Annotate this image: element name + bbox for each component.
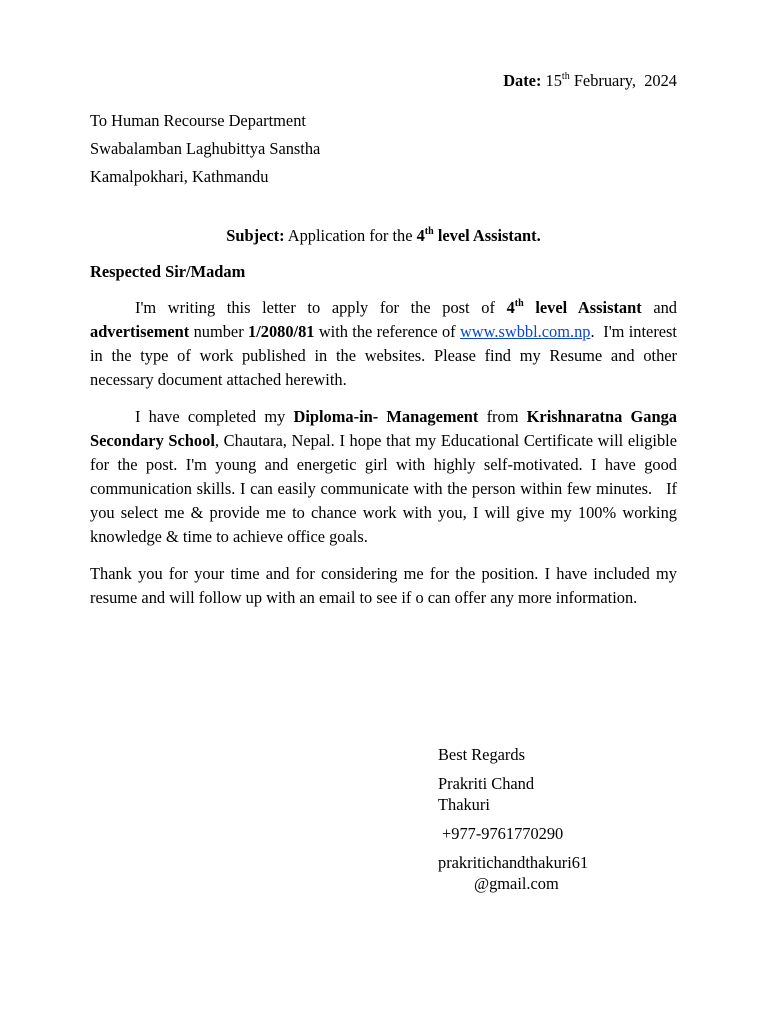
- website-link[interactable]: www.swbbl.com.np: [459, 322, 591, 341]
- paragraph-1: [90, 296, 682, 392]
- signature-name-line-2: Thakuri: [438, 795, 490, 814]
- p1-text-1: I'm writing this letter to apply for the post of: [135, 298, 495, 317]
- signature-name-line-1: Prakriti Chand: [438, 774, 535, 793]
- subject-text: Application for the: [287, 226, 413, 245]
- recipient-address: [90, 107, 320, 191]
- subject-line: [90, 226, 677, 246]
- letter-date: [400, 71, 677, 91]
- p1-bold-advertisement: advertisement: [90, 322, 190, 341]
- p2-bold-diploma: Diploma-in- Management: [293, 407, 479, 426]
- signature-name: [438, 773, 638, 815]
- salutation: Respected Sir/Madam: [90, 262, 246, 281]
- signature-phone: +977-9761770290: [442, 824, 564, 843]
- signature-email-line-1: prakritichandthakuri61: [438, 853, 589, 872]
- date-day: 15: [545, 71, 562, 90]
- subject-label: Subject:: [226, 226, 285, 245]
- paragraph-2: [90, 405, 682, 549]
- recipient-line-2: Swabalamban Laghubittya Sanstha: [90, 139, 321, 158]
- recipient-line-1: To Human Recourse Department: [90, 111, 306, 130]
- date-suffix: th: [561, 70, 570, 82]
- signature-email: [438, 852, 638, 894]
- p1-bold-num: 4: [506, 298, 515, 317]
- p1-text-4: with the reference of: [318, 322, 456, 341]
- date-rest: February, 2024: [573, 71, 677, 90]
- p1-bold-number: 1/2080/81: [248, 322, 315, 341]
- p1-text-3: number: [193, 322, 244, 341]
- p2-text-2: from: [486, 407, 519, 426]
- recipient-line-3: Kamalpokhari, Kathmandu: [90, 167, 269, 186]
- p1-text-5: . I'm interest in the type of work published in the websites. Please find my Resume and other necessary document attached herewith.: [90, 322, 682, 389]
- paragraph-3: Thank you for your time and for considering me for the position. I have included my resume and will follow up with an email to see if o can offer any more information.: [90, 564, 677, 607]
- p2-bold-school: Krishnaratna Ganga Secondary School: [90, 407, 677, 450]
- subject-suffix: th: [424, 225, 434, 237]
- subject-num: 4: [416, 226, 425, 245]
- p2-text-1: I have completed my: [135, 407, 286, 426]
- closing: Best Regards: [438, 745, 525, 764]
- p1-bold-rest: level Assistant: [535, 298, 642, 317]
- p1-bold-sup: th: [514, 297, 524, 309]
- signature-email-line-2: @gmail.com: [474, 874, 559, 893]
- p1-text-2: and: [653, 298, 677, 317]
- date-label: Date:: [503, 71, 542, 90]
- p2-text-3: , Chautara, Nepal. I hope that my Educational Certificate will eligible for the post. I'm young and energetic girl with highly self-motivated. I have good communication skills. I can easily communicate with the person within few minutes. If you select me & provide me to chance work with you, I will give my 100% working knowledge & time to achieve office goals.: [90, 431, 682, 546]
- subject-post: level Assistant.: [437, 226, 541, 245]
